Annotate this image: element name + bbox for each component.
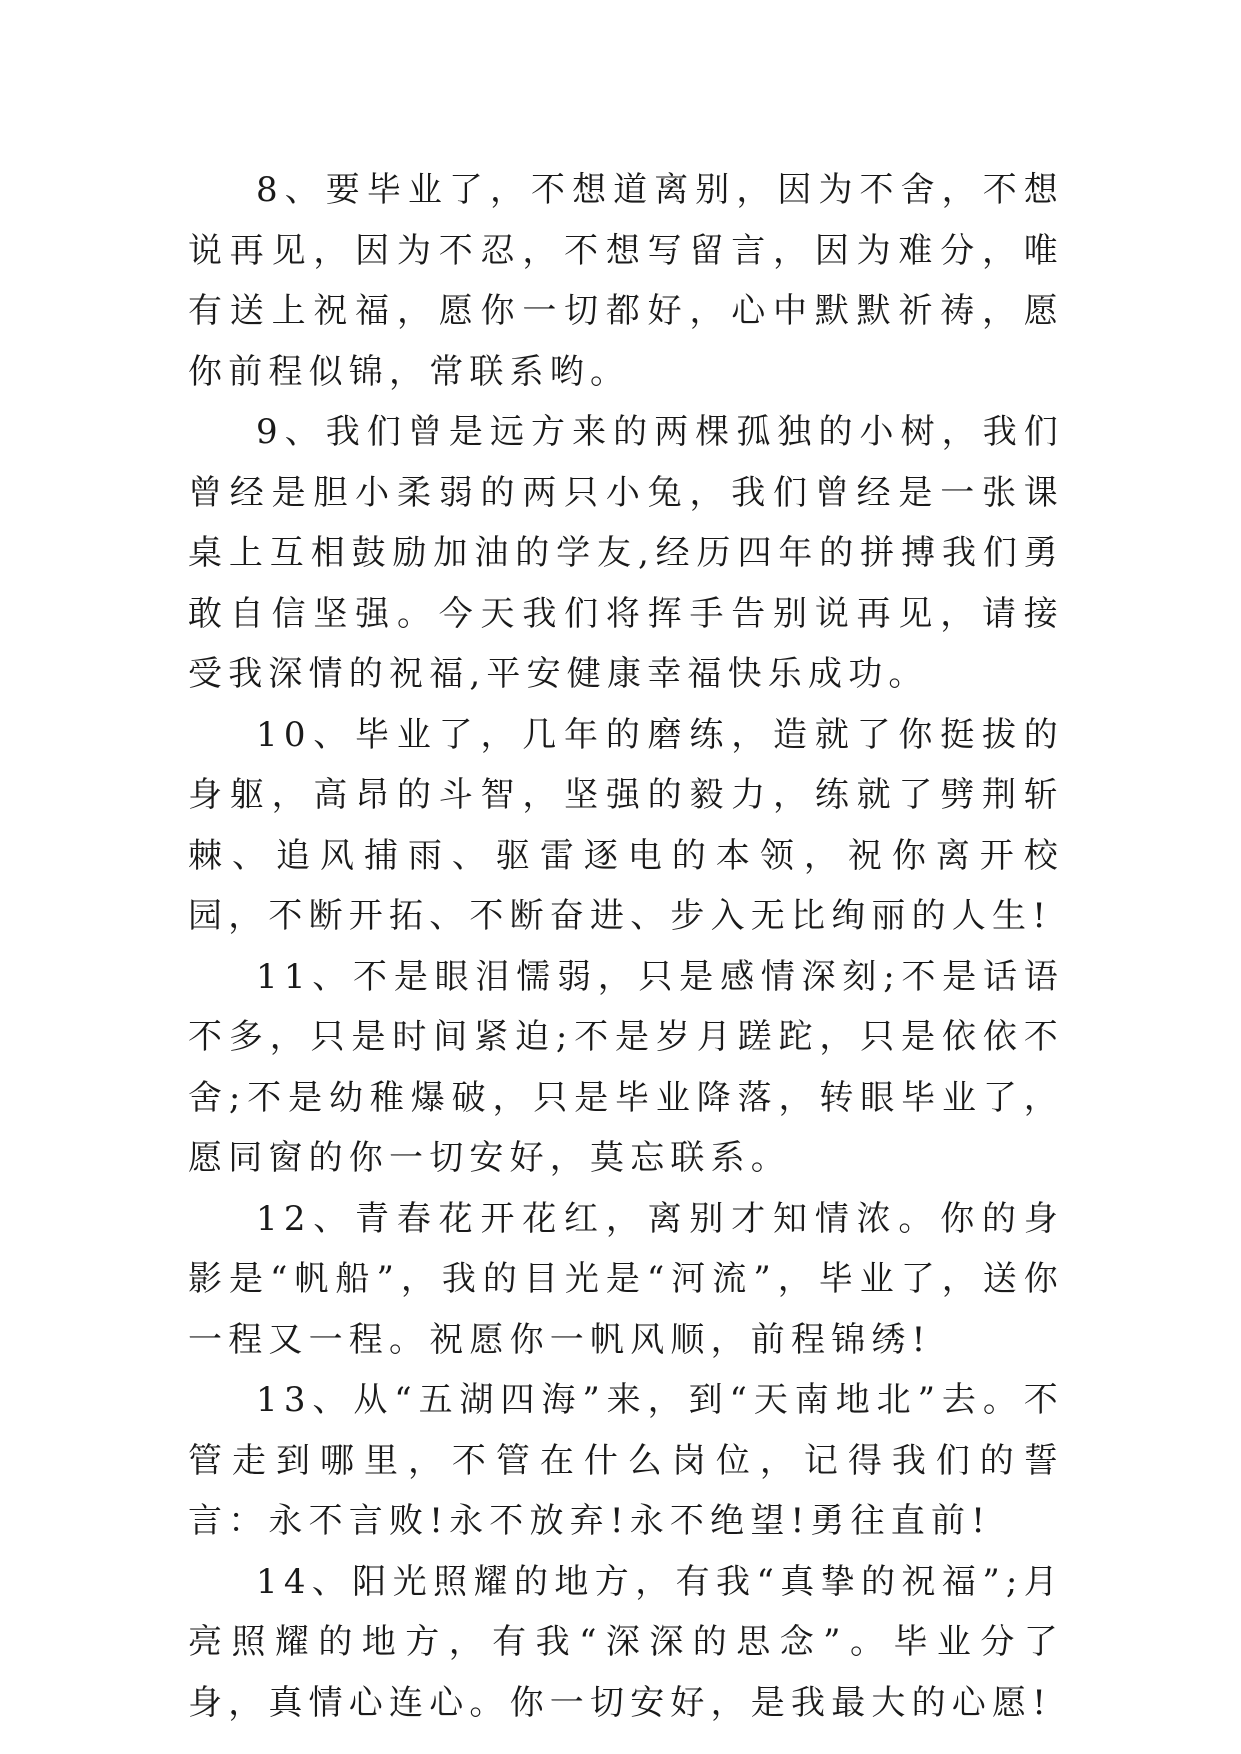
document-body [188, 160, 1064, 1733]
paragraph-14: 14、阳光照耀的地方，有我“真挚的祝福”;月亮照耀的地方，有我“深深的思念”。毕业分了身，真情心连心。你一切安好，是我最大的心愿! [188, 1561, 1064, 1723]
paragraph-13: 13、从“五湖四海”来，到“天南地北”去。不管走到哪里，不管在什么岗位，记得我们的誓言：永不言败!永不放弃!永不绝望!勇往直前! [188, 1380, 1064, 1541]
paragraph-11: 11、不是眼泪懦弱，只是感情深刻;不是话语不多，只是时间紧迫;不是岁月蹉跎，只是依依不舍;不是幼稚爆破，只是毕业降落，转眼毕业了，愿同窗的你一切安好，莫忘联系。 [188, 956, 1064, 1178]
paragraph-10: 10、毕业了，几年的磨练，造就了你挺拔的身躯，高昂的斗智，坚强的毅力，练就了劈荆斩棘、追风捕雨、驱雷逐电的本领，祝你离开校园，不断开拓、不断奋进、步入无比绚丽的人生! [188, 714, 1064, 936]
paragraph-9: 9、我们曾是远方来的两棵孤独的小树，我们曾经是胆小柔弱的两只小兔，我们曾经是一张课桌上互相鼓励加油的学友,经历四年的拼搏我们勇敢自信坚强。今天我们将挥手告别说再见，请接受我深情的祝福,平安健康幸福快乐成功。 [188, 412, 1064, 694]
paragraph-8: 8、要毕业了，不想道离别，因为不舍，不想说再见，因为不忍，不想写留言，因为难分，唯有送上祝福，愿你一切都好，心中默默祈祷，愿你前程似锦，常联系哟。 [188, 170, 1064, 392]
paragraph-12: 12、青春花开花红，离别才知情浓。你的身影是“帆船”，我的目光是“河流”，毕业了，送你一程又一程。祝愿你一帆风顺，前程锦绣! [188, 1198, 1064, 1360]
